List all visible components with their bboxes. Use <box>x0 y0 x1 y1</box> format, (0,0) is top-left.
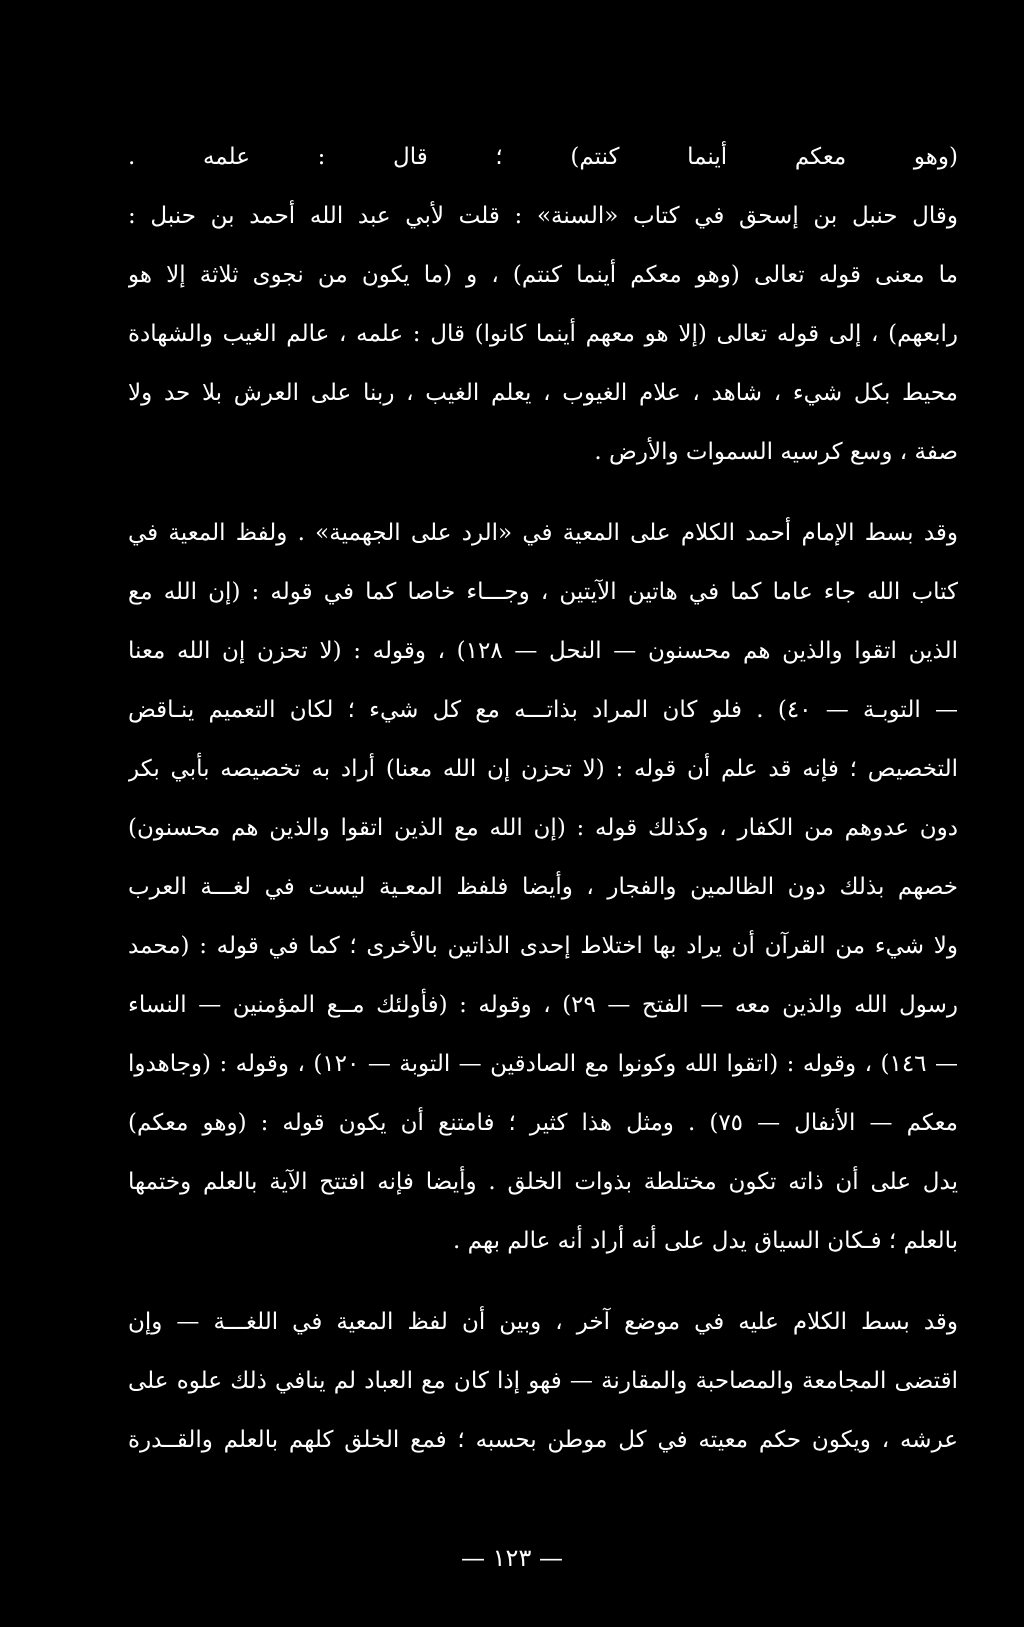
paragraph-gap <box>128 482 958 504</box>
text-line: — ١٤٦) ، وقوله : (اتقوا الله وكونوا مع الصادقين — التوبة — ١٢٠) ، وقوله : (وجاهدوا <box>128 1051 958 1077</box>
paragraph <box>128 504 958 1271</box>
text-line: معكم — الأنفال — ٧٥) . ومثل هذا كثير ؛ فامتنع أن يكون قوله : (وهو معكم) <box>128 1110 958 1136</box>
text-line: كتاب الله جاء عاما كما في هاتين الآيتين ، وجـــاء خاصا كما في قوله : (إن الله مع <box>128 579 958 605</box>
text-line: عرشه ، ويكون حكم معيته في كل موطن بحسبه ؛ فمع الخلق كلهم بالعلم والقــدرة <box>128 1427 958 1453</box>
text-line: خصهم بذلك دون الظالمين والفجار ، وأيضا فلفظ المعـية ليست في لغـــة العرب <box>128 874 958 900</box>
text-line: رابعهم) ، إلى قوله تعالى (إلا هو معهم أينما كانوا) قال : علمه ، عالم الغيب والشهادة <box>128 321 958 347</box>
text-line: رسول الله والذين معه — الفتح — ٢٩) ، وقوله : (فأولئك مــع المؤمنين — النساء <box>128 992 958 1018</box>
text-line: التخصيص ؛ فإنه قد علم أن قوله : (لا تحزن إن الله معنا) أراد به تخصيصه بأبي بكر <box>128 756 958 782</box>
paragraph <box>128 1293 958 1470</box>
body-text <box>128 128 958 1470</box>
text-line: بالعلم ؛ فـكان السياق يدل على أنه أراد أنه عالم بهم . <box>453 1228 958 1254</box>
text-line: ما معنى قوله تعالى (وهو معكم أينما كنتم) ، و (ما يكون من نجوى ثلاثة إلا هو <box>128 262 958 288</box>
text-line: محيط بكل شيء ، شاهد ، علام الغيوب ، يعلم الغيب ، ربنا على العرش بلا حد ولا <box>128 380 958 406</box>
text-line: — التوبـة — ٤٠) . فلو كان المراد بذاتـــه مع كل شيء ؛ لكان التعميم ينـاقض <box>128 697 958 723</box>
text-line: دون عدوهم من الكفار ، وكذلك قوله : (إن الله مع الذين اتقوا والذين هم محسنون) <box>128 815 958 841</box>
paragraph-gap <box>128 1271 958 1293</box>
text-line: وقد بسط الإمام أحمد الكلام على المعية في «الرد على الجهمية» . ولفظ المعية في <box>128 520 958 546</box>
text-line: وقد بسط الكلام عليه في موضع آخر ، وبين أن لفظ المعية في اللغـــة — وإن <box>128 1309 958 1335</box>
text-line: اقتضى المجامعة والمصاحبة والمقارنة — فهو إذا كان مع العباد لم ينافي ذلك علوه على <box>128 1368 958 1394</box>
paragraph <box>128 128 958 482</box>
text-line: ولا شيء من القرآن أن يراد بها اختلاط إحدى الذاتين بالأخرى ؛ كما في قوله : (محمد <box>128 933 958 959</box>
text-line: الذين اتقوا والذين هم محسنون — النحل — ١٢٨) ، وقوله : (لا تحزن إن الله معنا <box>128 638 958 664</box>
text-line: وقال حنبل بن إسحق في كتاب «السنة» : قلت لأبي عبد الله أحمد بن حنبل : <box>128 203 958 229</box>
page-number: — ١٢٣ — <box>461 1544 563 1572</box>
text-line: صفة ، وسع كرسيه السموات والأرض . <box>594 439 958 465</box>
text-line: يدل على أن ذاته تكون مختلطة بذوات الخلق . وأيضا فإنه افتتح الآية بالعلم وختمها <box>128 1169 958 1195</box>
text-line: (وهو معكم أينما كنتم) ؛ قال : علمه . <box>128 144 958 170</box>
